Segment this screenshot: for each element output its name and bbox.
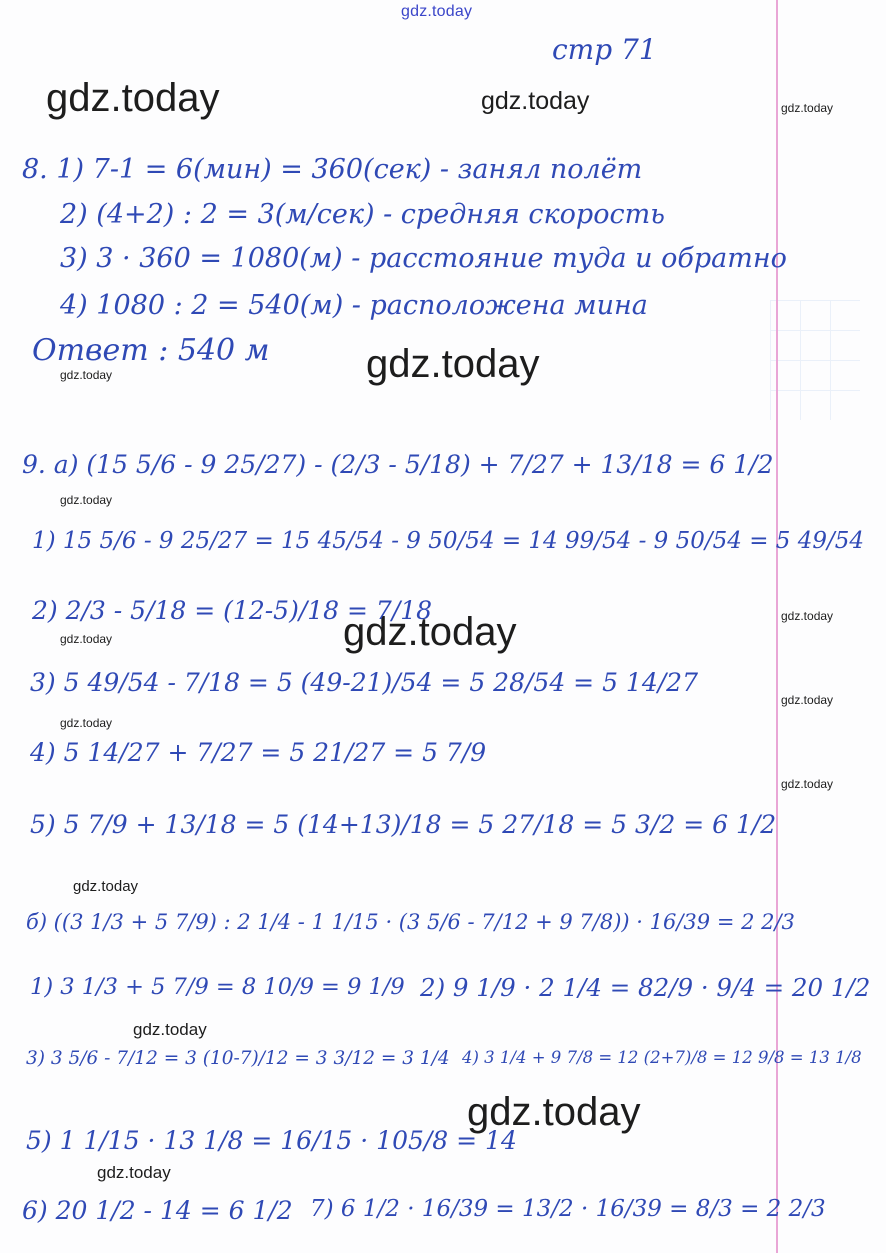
task9-line: 1) 3 1/3 + 5 7/9 = 8 10/9 = 9 1/9 — [30, 974, 405, 1000]
watermark-small: gdz.today — [781, 693, 834, 707]
watermark-large: gdz.today — [366, 342, 540, 386]
task9-line: 2) 9 1/9 · 2 1/4 = 82/9 · 9/4 = 20 1/2 — [420, 973, 871, 1002]
task9-line: 3) 3 5/6 - 7/12 = 3 (10-7)/12 = 3 3/12 = 3 1/4 — [26, 1048, 450, 1069]
watermark-top: gdz.today — [401, 3, 473, 20]
watermark-small: gdz.today — [73, 878, 139, 895]
watermark-large: gdz.today — [46, 76, 220, 120]
watermark-small: gdz.today — [781, 609, 834, 623]
page-reference: стр 71 — [552, 33, 657, 66]
task8-line: 3) 3 · 360 = 1080(м) - расстояние туда и обратно — [60, 243, 787, 274]
watermark-small: gdz.today — [97, 1163, 171, 1182]
task9-line: 6) 20 1/2 - 14 = 6 1/2 — [22, 1196, 293, 1225]
watermark-small: gdz.today — [781, 777, 834, 791]
watermark-large: gdz.today — [481, 87, 590, 115]
task8-line: 2) (4+2) : 2 = 3(м/сек) - средняя скорость — [60, 199, 665, 230]
watermark-small: gdz.today — [60, 632, 113, 646]
task9-line: 7) 6 1/2 · 16/39 = 13/2 · 16/39 = 8/3 = 2 2/3 — [310, 1196, 826, 1222]
task9-line: 5) 5 7/9 + 13/18 = 5 (14+13)/18 = 5 27/18 = 5 3/2 = 6 1/2 — [30, 810, 777, 839]
watermark-large: gdz.today — [467, 1090, 641, 1134]
task8-answer: Ответ : 540 м — [32, 333, 270, 368]
grid-paper-fragment — [770, 300, 860, 420]
task9-line: 5) 1 1/15 · 13 1/8 = 16/15 · 105/8 = 14 — [26, 1126, 517, 1155]
watermark-small: gdz.today — [60, 493, 113, 507]
task8-line: 4) 1080 : 2 = 540(м) - расположена мина — [60, 290, 648, 321]
task9-line: 1) 15 5/6 - 9 25/27 = 15 45/54 - 9 50/54 = 14 99/54 - 9 50/54 = 5 49/54 — [32, 528, 864, 554]
task9-line: 9. а) (15 5/6 - 9 25/27) - (2/3 - 5/18) + 7/27 + 13/18 = 6 1/2 — [22, 450, 774, 479]
watermark-small: gdz.today — [133, 1020, 207, 1039]
task9-line: 2) 2/3 - 5/18 = (12-5)/18 = 7/18 — [32, 596, 433, 625]
watermark-small: gdz.today — [60, 716, 113, 730]
watermark-small: gdz.today — [60, 368, 113, 382]
watermark-small: gdz.today — [781, 101, 834, 115]
task9-line: 4) 3 1/4 + 9 7/8 = 12 (2+7)/8 = 12 9/8 = 13 1/8 — [462, 1048, 862, 1067]
watermark-large: gdz.today — [343, 610, 517, 654]
task9-line: 3) 5 49/54 - 7/18 = 5 (49-21)/54 = 5 28/54 = 5 14/27 — [30, 668, 698, 697]
task8-line: 8. 1) 7-1 = 6(мин) = 360(сек) - занял полёт — [22, 154, 643, 185]
task9-line: б) ((3 1/3 + 5 7/9) : 2 1/4 - 1 1/15 · (3 5/6 - 7/12 + 9 7/8)) · 16/39 = 2 2/3 — [26, 910, 795, 934]
task9-line: 4) 5 14/27 + 7/27 = 5 21/27 = 5 7/9 — [30, 738, 487, 767]
